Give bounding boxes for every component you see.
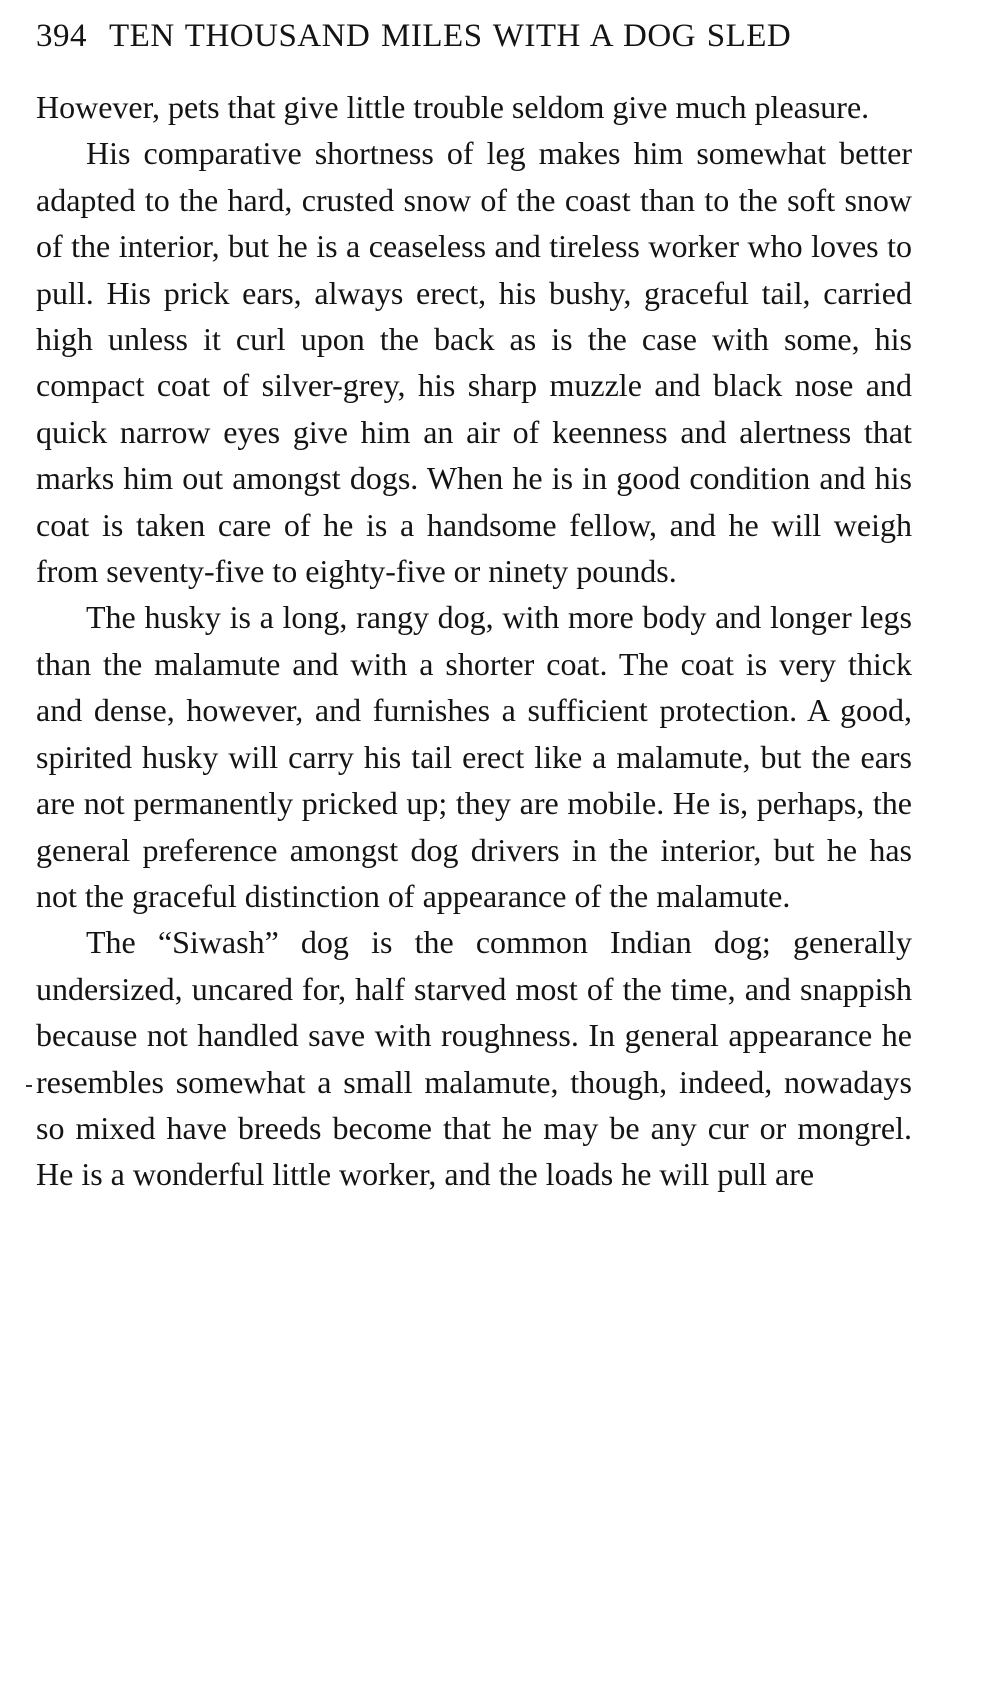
running-head-title: TEN THOUSAND MILES WITH A DOG SLED bbox=[109, 18, 792, 54]
paragraph-husky: The husky is a long, rangy dog, with more body and longer legs than the malamute and with a shorter coat. The coat is very thick and dense, however, and furnishes a sufficient protection. A good, spirited husky will carry his tail erect like a malamute, but the ears are not permanently pricked up; they are mobile. He is, perhaps, the general preference amongst dog drivers in the interior, but he has not the graceful distinction of appearance of the malamute. bbox=[36, 599, 912, 914]
running-head bbox=[36, 18, 912, 72]
body-text bbox=[36, 84, 912, 1198]
paragraph-malamute: His comparative shortness of leg makes him somewhat better adapted to the hard, crusted snow of the coast than to the soft snow of the interior, but he is a ceaseless and tireless worker who loves to pull. His prick ears, always erect, his bushy, graceful tail, carried high unless it curl upon the back as is the case with some, his compact coat of silver-grey, his sharp muzzle and black nose and quick narrow eyes give him an air of keenness and alertness that marks him out amongst dogs. When he is in good condition and his coat is taken care of he is a handsome fellow, and he will weigh from seventy-five to eighty-five or ninety pounds. bbox=[36, 135, 912, 590]
paragraph-siwash: The “Siwash” dog is the common Indian dog; generally undersized, uncared for, half starved most of the time, and snappish because not handled save with roughness. In general appearance he resembles somewhat a small malamute, though, indeed, nowadays so mixed have breeds become that he may be any cur or mongrel. He is a wonderful little worker, and the loads he will pull are bbox=[36, 924, 912, 1193]
paragraph-continuation: However, pets that give little trouble seldom give much pleasure. bbox=[36, 89, 870, 125]
page-number: 394 bbox=[36, 18, 87, 54]
book-page bbox=[36, 18, 912, 1198]
margin-mark bbox=[26, 1085, 32, 1087]
